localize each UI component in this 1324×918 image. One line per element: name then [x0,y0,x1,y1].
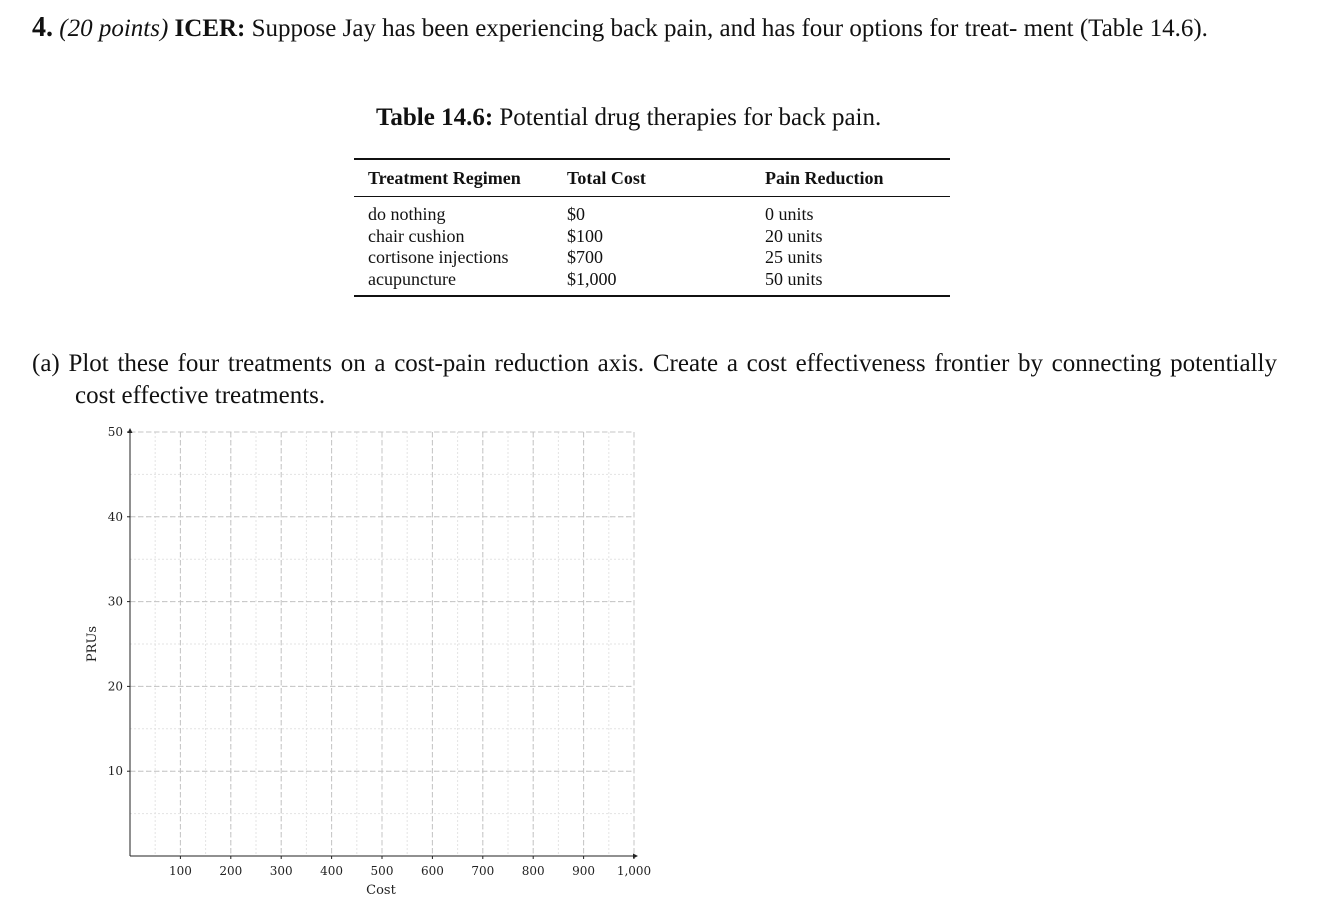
y-axis-arrow [128,428,133,433]
y-tick-label: 40 [107,509,123,524]
cell-cost: $0 [567,204,585,224]
x-tick-label: 700 [471,864,495,878]
y-tick-label: 30 [107,594,123,609]
header-treatment-regimen: Treatment Regimen [354,159,553,197]
table-caption-label: Table 14.6: [376,104,494,131]
x-tick-label: 300 [269,864,293,878]
x-tick-label: 500 [370,864,394,878]
table-row [354,247,950,269]
cell-pain-reduction: 20 units [765,225,823,246]
question-points: (20 points) [59,15,169,42]
table-row [354,226,950,248]
cell-cost: $700 [567,247,603,267]
y-tick-label: 50 [107,425,123,439]
cell-pain-reduction: 25 units [765,247,823,267]
cell-cost: $1,000 [553,269,751,297]
x-tick-label: 800 [521,864,545,878]
x-tick-label: 1,000 [616,864,652,878]
y-axis-label: PRUs [85,625,100,663]
x-axis-label: Cost [366,883,396,898]
table-row [354,269,950,297]
cell-treatment: chair cushion [368,225,465,246]
cell-treatment: cortisone injections [368,247,509,267]
x-axis-arrow [633,854,638,859]
cell-pain-reduction: 0 units [765,204,814,224]
cell-treatment: acupuncture [354,269,553,297]
x-tick-label: 600 [420,864,444,878]
x-tick-label: 200 [219,864,243,878]
x-tick-label: 100 [168,864,192,878]
therapy-table [354,158,950,297]
question-text: Suppose Jay has been experiencing back pain, and has four options for treat- ment (Table 14.6). [251,15,1208,42]
question-number: 4. [32,12,53,43]
x-tick-label: 400 [320,864,344,878]
y-tick-label: 20 [107,679,123,694]
table-header-row [354,159,950,197]
question-4 [32,12,1277,45]
table-caption [376,100,881,136]
x-tick-label: 900 [572,864,596,878]
cell-cost: $100 [567,225,603,246]
cell-treatment: do nothing [368,204,446,224]
cell-pain-reduction: 50 units [751,269,950,297]
table-row [354,197,950,226]
header-total-cost: Total Cost [553,159,751,197]
table-caption-text: Potential drug therapies for back pain. [499,104,882,131]
question-heading: ICER: [174,15,246,42]
header-pain-reduction: Pain Reduction [751,159,950,197]
part-a-text: Plot these four treatments on a cost-pain reduction axis. Create a cost effectiveness frontier by connecting potentially cost effective treatments. [68,350,1277,409]
y-tick-label: 10 [107,764,123,779]
part-a [32,348,1277,412]
part-a-label: (a) [32,350,60,377]
